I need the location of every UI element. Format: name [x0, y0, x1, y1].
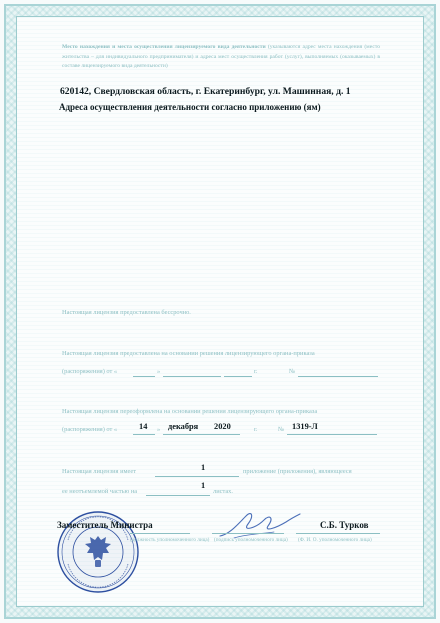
registered-address: 620142, Свердловская область, г. Екатеринбург, ул. Машинная, д. 1: [60, 86, 351, 97]
reissue-number-line: [287, 434, 377, 435]
reissue-number-sign: №: [278, 426, 285, 433]
reissue-year-line: [212, 434, 240, 435]
caption-position: (должность уполномоченного лица): [130, 537, 210, 543]
basis-day-line: [133, 376, 155, 377]
reissue-day: 14: [139, 422, 148, 431]
signer-name: С.Б. Турков: [320, 520, 369, 530]
reissue-number: 1319-Л: [292, 422, 318, 431]
position-line: [130, 533, 190, 534]
reissue-line: Настоящая лицензия переоформлена на основании решения лицензирующего органа-приказа: [62, 408, 318, 415]
term-text: Настоящая лицензия предоставлена бессрочно.: [62, 309, 191, 316]
basis-year-line: [224, 376, 252, 377]
reissue-year: 2020: [214, 422, 231, 431]
caption-name: (Ф. И. О. уполномоченного лица): [298, 537, 372, 543]
caption-signature: (подпись уполномоченного лица): [214, 537, 288, 543]
appendix-line1-start: Настоящая лицензия имеет: [62, 468, 137, 475]
reissue-day-line: [133, 434, 155, 435]
caption-title: Место нахождения и места осуществления лицензируемого вида деятельности: [62, 44, 266, 50]
signer-position: Заместитель Министра: [57, 520, 153, 530]
basis-number-sign: №: [289, 368, 296, 375]
signature-line: [212, 533, 284, 534]
appendix-count: 1: [201, 463, 206, 472]
basis-year-suffix: г.: [254, 368, 258, 375]
reissue-month: декабря: [168, 422, 199, 431]
appendix-sheets-line: [146, 495, 210, 496]
appendix-line2-end: листах.: [213, 488, 233, 495]
appendix-count-line: [155, 476, 239, 477]
basis-prefix: (распоряжения) от «: [62, 368, 118, 375]
basis-month-line: [163, 376, 221, 377]
caption-note-start: (указываются адрес: [267, 44, 316, 50]
appendix-sheets: 1: [201, 481, 206, 490]
address-caption: [62, 43, 380, 72]
appendix-line1-end: приложение (приложения), являющееся: [243, 468, 352, 475]
caption-body: места нахождения (место жительства – для индивидуального предпринимателя) и адреса мест осуществления работ (услуг), выполняемых (оказываемых) в составе лицензируемого вида деятельности): [62, 44, 380, 70]
reissue-quote: »: [157, 426, 161, 433]
basis-line: Настоящая лицензия предоставлена на основании решения лицензирующего органа-приказа: [62, 350, 315, 357]
basis-number-line: [298, 376, 378, 377]
basis-quote: »: [157, 368, 161, 375]
name-line: [296, 533, 380, 534]
appendix-line2-start: ее неотъемлемой частью на: [62, 488, 138, 495]
reissue-prefix: (распоряжения) от «: [62, 426, 118, 433]
activity-addresses: Адреса осуществления деятельности согласно приложению (ям): [59, 102, 321, 112]
reissue-year-suffix: г.: [254, 426, 258, 433]
